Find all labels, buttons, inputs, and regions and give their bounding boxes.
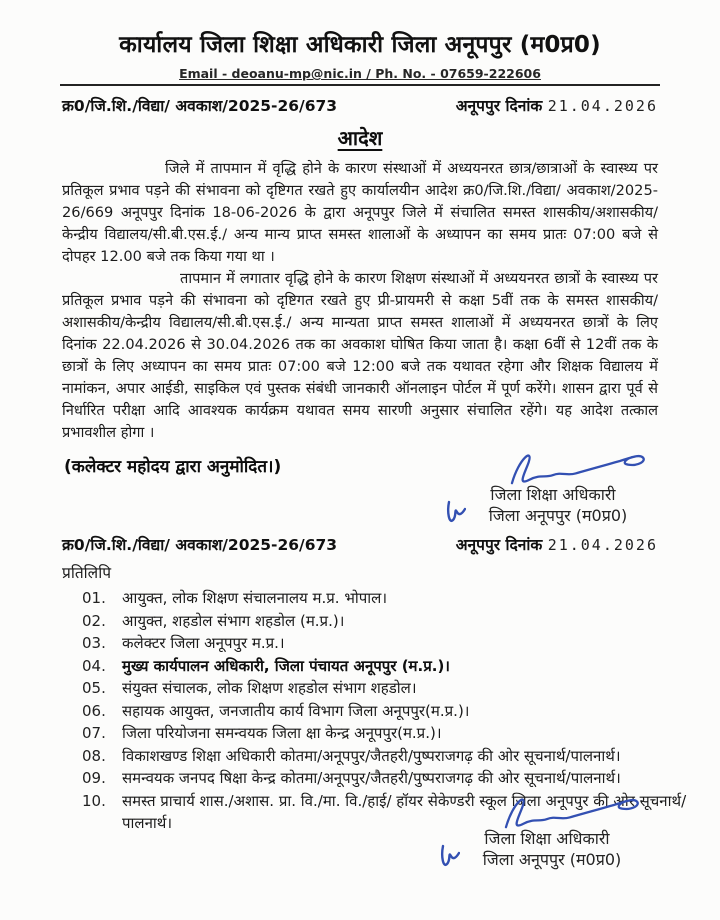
copy-item <box>82 700 690 723</box>
copy-item <box>82 655 690 678</box>
signatory-designation: जिला शिक्षा अधिकारी <box>484 829 610 848</box>
signature-block-bottom <box>432 790 662 870</box>
order-heading-wrap <box>0 124 720 151</box>
copy-item-number: 02. <box>82 611 106 630</box>
page-title: कार्यालय जिला शिक्षा अधिकारी जिला अनूपपुर (म0प्र0) <box>119 32 601 58</box>
copy-item-text: संयुक्त संचालक, लोक शिक्षण शहडोल संभाग शहडोल। <box>122 679 417 697</box>
copy-item-text: कलेक्टर जिला अनूपपुर म.प्र.। <box>122 634 285 652</box>
signatory-designation: जिला शिक्षा अधिकारी <box>490 485 616 504</box>
date-stamp: 21.04.2026 <box>547 97 658 115</box>
place-date <box>456 533 658 555</box>
copy-item <box>82 722 690 745</box>
reference-row-bottom <box>62 533 658 555</box>
copy-item-text: विकाशखण्ड शिक्षा अधिकारी कोतमा/अनूपपुर/जैतहरी/पुष्पराजगढ़ की ओर सूचनार्थ/पालनार्थ। <box>122 746 621 765</box>
reference-number: क्र0/जि.शि./विद्या/ अवकाश/2025-26/673 <box>62 536 338 554</box>
copy-item-number: 09. <box>82 769 106 787</box>
contact-divider <box>60 63 660 86</box>
copies-heading: प्रतिलिपि <box>62 564 112 582</box>
copy-item <box>82 610 690 633</box>
approval-note: (कलेक्टर महोदय द्वारा अनुमोदित।) <box>64 457 282 477</box>
reference-number: क्र0/जि.शि./विद्या/ अवकाश/2025-26/673 <box>62 97 338 115</box>
signature-block-top <box>438 446 668 526</box>
copy-item-text: मुख्य कार्यपालन अधिकारी, जिला पंचायत अनूपपुर (म.प्र.)। <box>122 656 450 675</box>
date-stamp: 21.04.2026 <box>547 536 658 554</box>
signatory-office: जिला अनूपपुर (म0प्र0) <box>482 850 622 869</box>
copy-item <box>82 677 690 700</box>
signatory-office: जिला अनूपपुर (म0प्र0) <box>488 506 628 525</box>
copy-item-number: 01. <box>82 589 106 607</box>
signatory-office-line <box>432 849 662 870</box>
signature-check-icon <box>438 843 460 873</box>
copy-item-text: आयुक्त, शहडोल संभाग शहडोल (म.प्र.)। <box>122 611 345 630</box>
copy-item-text: समन्वयक जनपद षिक्षा केन्द्र कोतमा/अनूपपुर/जैतहरी/पुष्पराजगढ़ की ओर सूचनार्थ/पालनार्थ। <box>122 769 621 787</box>
place-date-label: अनूपपुर दिनांक <box>455 97 543 115</box>
copy-item <box>82 632 690 655</box>
place-date-label: अनूपपुर दिनांक <box>455 536 543 554</box>
copy-item-number: 10. <box>82 791 106 810</box>
reference-row-top <box>62 94 658 116</box>
contact-line: Email - deoanu-mp@nic.in / Ph. No. - 07659-222606 <box>179 66 541 81</box>
copy-item-text: जिला परियोजना समन्वयक जिला क्षा केन्द्र अनूपपुर(म.प्र.)। <box>122 724 442 742</box>
copy-item-number: 07. <box>82 724 106 742</box>
copy-item-number: 08. <box>82 746 106 765</box>
copy-item-text: आयुक्त, लोक शिक्षण संचालनालय म.प्र. भोपाल। <box>122 589 388 607</box>
signature-check-icon <box>444 499 466 529</box>
copy-item <box>82 587 690 610</box>
place-date <box>456 94 658 116</box>
copy-item <box>82 745 690 768</box>
copy-item-text: सहायक आयुक्त, जनजातीय कार्य विभाग जिला अनूपपुर(म.प्र.)। <box>122 701 470 720</box>
copy-item <box>82 767 690 790</box>
copy-item-number: 03. <box>82 634 106 652</box>
copy-item-text: समस्त प्राचार्य शास./अशास. प्रा. वि./मा. वि./हाई/ हॉयर सेकेण्डरी स्कूल जिला अनूपपुर की ओर सूचनार्थ/ पालनार्थ। <box>122 791 687 832</box>
order-paragraph-1: जिले में तापमान में वृद्धि होने के कारण संस्थाओं में अध्ययनरत छात्र/छात्राओं के स्वास्थ्य पर प्रतिकूल प्रभाव पड़ने की संभावना को दृष्टिगत रखते हुए कार्यालयीन आदेश क्र0/जि.शि./विद्या/ अवकाश/2025-26/669 अनूपपुर दिनांक 18-06-2026 के द्वारा अनूपपुर जिले में संचालित समस्त शासकीय/अशासकीय/केन्द्रीय विद्यालय/सी.बी.एस.ई./ अन्य मान्य प्राप्त समस्त शालाओं के अध्यापन का समय प्रातः 07:00 बजे से दोपहर 12.00 बजे तक किया गया था । <box>62 160 658 265</box>
order-paragraph-2: तापमान में लगातार वृद्धि होने के कारण शिक्षण संस्थाओं में अध्ययनरत छात्रों के स्वास्थ्य पर प्रतिकूल प्रभाव पड़ने की संभावना को दृष्टिगत रखते हुए प्री-प्रायमरी से कक्षा 5वीं तक के समस्त शासकीय/अशासकीय/केन्द्रीय विद्यालय/सी.बी.एस.ई./ अन्य मान्यता प्राप्त समस्त शालाओं में अध्ययनरत छात्रों के लिए दिनांक 22.04.2026 से 30.04.2026 तक का अवकाश घोषित किया जाता है। कक्षा 6वीं से 12वीं तक के छात्रों के लिए अध्यापन का समय प्रातः 07:00 बजे 12:00 बजे तक यथावत रहेगा और शिक्षक विद्यालय में नामांकन, अपार आईडी, साइकिल एवं पुस्तक संबंधी जानकारी ऑनलाइन पोर्टल में पूर्ण करेंगे। शासन द्वारा पूर्व से निर्धारित परीक्षा आदि आवश्यक कार्यक्रम यथावत समय सारणी अनुसार संचालित रहेंगे। यह आदेश तत्काल प्रभावशील होगा । <box>62 270 658 441</box>
copy-item-number: 06. <box>82 701 106 720</box>
copy-item-number: 04. <box>82 656 106 675</box>
signatory-office-line <box>438 505 668 526</box>
copy-item-number: 05. <box>82 679 106 697</box>
order-heading: आदेश <box>337 126 383 150</box>
